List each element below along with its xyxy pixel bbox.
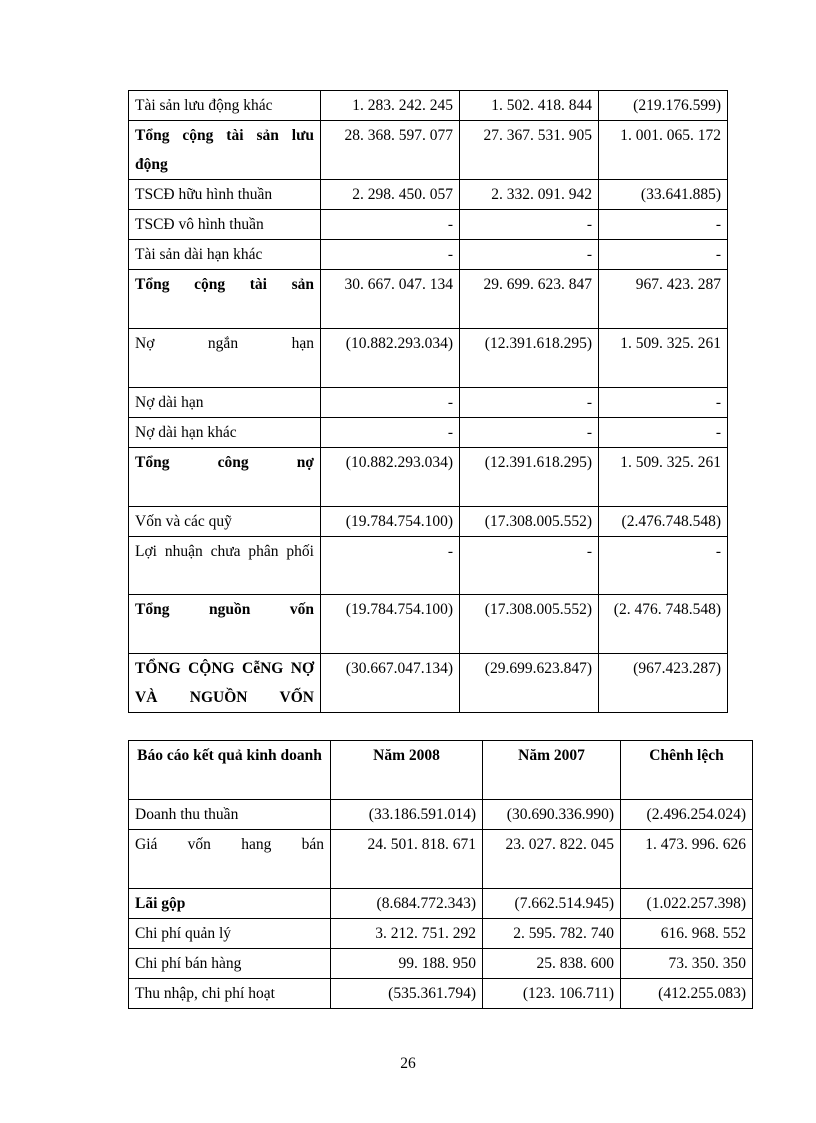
income-header-diff: Chênh lệch: [621, 741, 753, 800]
value-col-1: (10.882.293.034): [321, 329, 460, 388]
value-col-1: -: [321, 388, 460, 418]
table-row: [129, 270, 728, 329]
value-col-3: -: [599, 240, 728, 270]
value-col-2: 29. 699. 623. 847: [460, 270, 599, 329]
page-number: 26: [400, 1055, 416, 1072]
value-col-3: 73. 350. 350: [621, 949, 753, 979]
row-label: Nợ dài hạn: [129, 388, 321, 418]
value-col-2: (17.308.005.552): [460, 507, 599, 537]
row-label: Thu nhập, chi phí hoạt: [129, 979, 331, 1009]
row-label: Giá vốn hang bán: [129, 830, 331, 889]
table-row: [129, 537, 728, 595]
value-col-1: (19.784.754.100): [321, 595, 460, 654]
income-header-2008: Năm 2008: [331, 741, 483, 800]
table-row: [129, 91, 728, 121]
row-label: Tài sản dài hạn khác: [129, 240, 321, 270]
row-label: Lợi nhuận chưa phân phối: [129, 537, 321, 595]
value-col-2: (7.662.514.945): [483, 889, 621, 919]
row-label: Chi phí quản lý: [129, 919, 331, 949]
balance-sheet-table: [128, 90, 728, 713]
row-label: Vốn và các quỹ: [129, 507, 321, 537]
table-row: [129, 919, 753, 949]
row-label: TỔNG CỘNG CễNG NỢ VÀ NGUỒN VỐN: [129, 654, 321, 713]
table-row: [129, 210, 728, 240]
value-col-3: (2.476.748.548): [599, 507, 728, 537]
value-col-2: (12.391.618.295): [460, 448, 599, 507]
value-col-2: -: [460, 210, 599, 240]
value-col-3: (33.641.885): [599, 180, 728, 210]
value-col-3: -: [599, 210, 728, 240]
value-col-3: (412.255.083): [621, 979, 753, 1009]
value-col-1: -: [321, 240, 460, 270]
value-col-1: (19.784.754.100): [321, 507, 460, 537]
income-header-2007: Năm 2007: [483, 741, 621, 800]
income-header-row: [129, 741, 753, 800]
value-col-3: 616. 968. 552: [621, 919, 753, 949]
value-col-2: -: [460, 418, 599, 448]
table-row: [129, 418, 728, 448]
value-col-2: 23. 027. 822. 045: [483, 830, 621, 889]
table-row: [129, 507, 728, 537]
value-col-2: 2. 595. 782. 740: [483, 919, 621, 949]
table-row: [129, 595, 728, 654]
value-col-2: -: [460, 240, 599, 270]
value-col-1: 30. 667. 047. 134: [321, 270, 460, 329]
income-statement-body: [129, 800, 753, 1009]
table-row: [129, 329, 728, 388]
value-col-1: (33.186.591.014): [331, 800, 483, 830]
balance-sheet-body: [129, 91, 728, 713]
value-col-1: (30.667.047.134): [321, 654, 460, 713]
row-label: TSCĐ vô hình thuần: [129, 210, 321, 240]
row-label: Tổng nguồn vốn: [129, 595, 321, 654]
value-col-1: 99. 188. 950: [331, 949, 483, 979]
value-col-2: -: [460, 537, 599, 595]
table-row: [129, 654, 728, 713]
row-label: Lãi gộp: [129, 889, 331, 919]
value-col-3: -: [599, 388, 728, 418]
table-row: [129, 800, 753, 830]
value-col-3: (967.423.287): [599, 654, 728, 713]
row-label: TSCĐ hữu hình thuần: [129, 180, 321, 210]
row-label: Tổng cộng tài sản lưu động: [129, 121, 321, 180]
value-col-2: 1. 502. 418. 844: [460, 91, 599, 121]
value-col-3: (1.022.257.398): [621, 889, 753, 919]
row-label: Tổng cộng tài sản: [129, 270, 321, 329]
row-label: Tổng công nợ: [129, 448, 321, 507]
row-label: Nợ dài hạn khác: [129, 418, 321, 448]
value-col-3: 1. 509. 325. 261: [599, 329, 728, 388]
table-row: [129, 448, 728, 507]
row-label: Nợ ngắn hạn: [129, 329, 321, 388]
value-col-2: (30.690.336.990): [483, 800, 621, 830]
table-row: [129, 180, 728, 210]
table-row: [129, 388, 728, 418]
value-col-1: -: [321, 210, 460, 240]
value-col-1: (10.882.293.034): [321, 448, 460, 507]
value-col-1: 2. 298. 450. 057: [321, 180, 460, 210]
value-col-2: (17.308.005.552): [460, 595, 599, 654]
value-col-2: (29.699.623.847): [460, 654, 599, 713]
value-col-1: -: [321, 418, 460, 448]
value-col-2: 25. 838. 600: [483, 949, 621, 979]
row-label: Chi phí bán hàng: [129, 949, 331, 979]
value-col-2: (12.391.618.295): [460, 329, 599, 388]
value-col-3: 1. 473. 996. 626: [621, 830, 753, 889]
value-col-3: 1. 001. 065. 172: [599, 121, 728, 180]
value-col-1: -: [321, 537, 460, 595]
value-col-3: 1. 509. 325. 261: [599, 448, 728, 507]
value-col-3: -: [599, 537, 728, 595]
value-col-2: 2. 332. 091. 942: [460, 180, 599, 210]
value-col-1: 28. 368. 597. 077: [321, 121, 460, 180]
value-col-3: (2.496.254.024): [621, 800, 753, 830]
table-row: [129, 949, 753, 979]
table-row: [129, 830, 753, 889]
value-col-1: (535.361.794): [331, 979, 483, 1009]
table-row: [129, 121, 728, 180]
table-row: [129, 240, 728, 270]
row-label: Tài sản lưu động khác: [129, 91, 321, 121]
value-col-1: 24. 501. 818. 671: [331, 830, 483, 889]
value-col-1: 3. 212. 751. 292: [331, 919, 483, 949]
value-col-1: (8.684.772.343): [331, 889, 483, 919]
value-col-3: 967. 423. 287: [599, 270, 728, 329]
value-col-2: -: [460, 388, 599, 418]
value-col-2: 27. 367. 531. 905: [460, 121, 599, 180]
table-row: [129, 979, 753, 1009]
income-header-label: Báo cáo kết quả kinh doanh: [129, 741, 331, 800]
value-col-3: (2. 476. 748.548): [599, 595, 728, 654]
value-col-3: -: [599, 418, 728, 448]
row-label: Doanh thu thuần: [129, 800, 331, 830]
value-col-2: (123. 106.711): [483, 979, 621, 1009]
income-statement-table: [128, 740, 753, 1009]
table-row: [129, 889, 753, 919]
value-col-3: (219.176.599): [599, 91, 728, 121]
value-col-1: 1. 283. 242. 245: [321, 91, 460, 121]
